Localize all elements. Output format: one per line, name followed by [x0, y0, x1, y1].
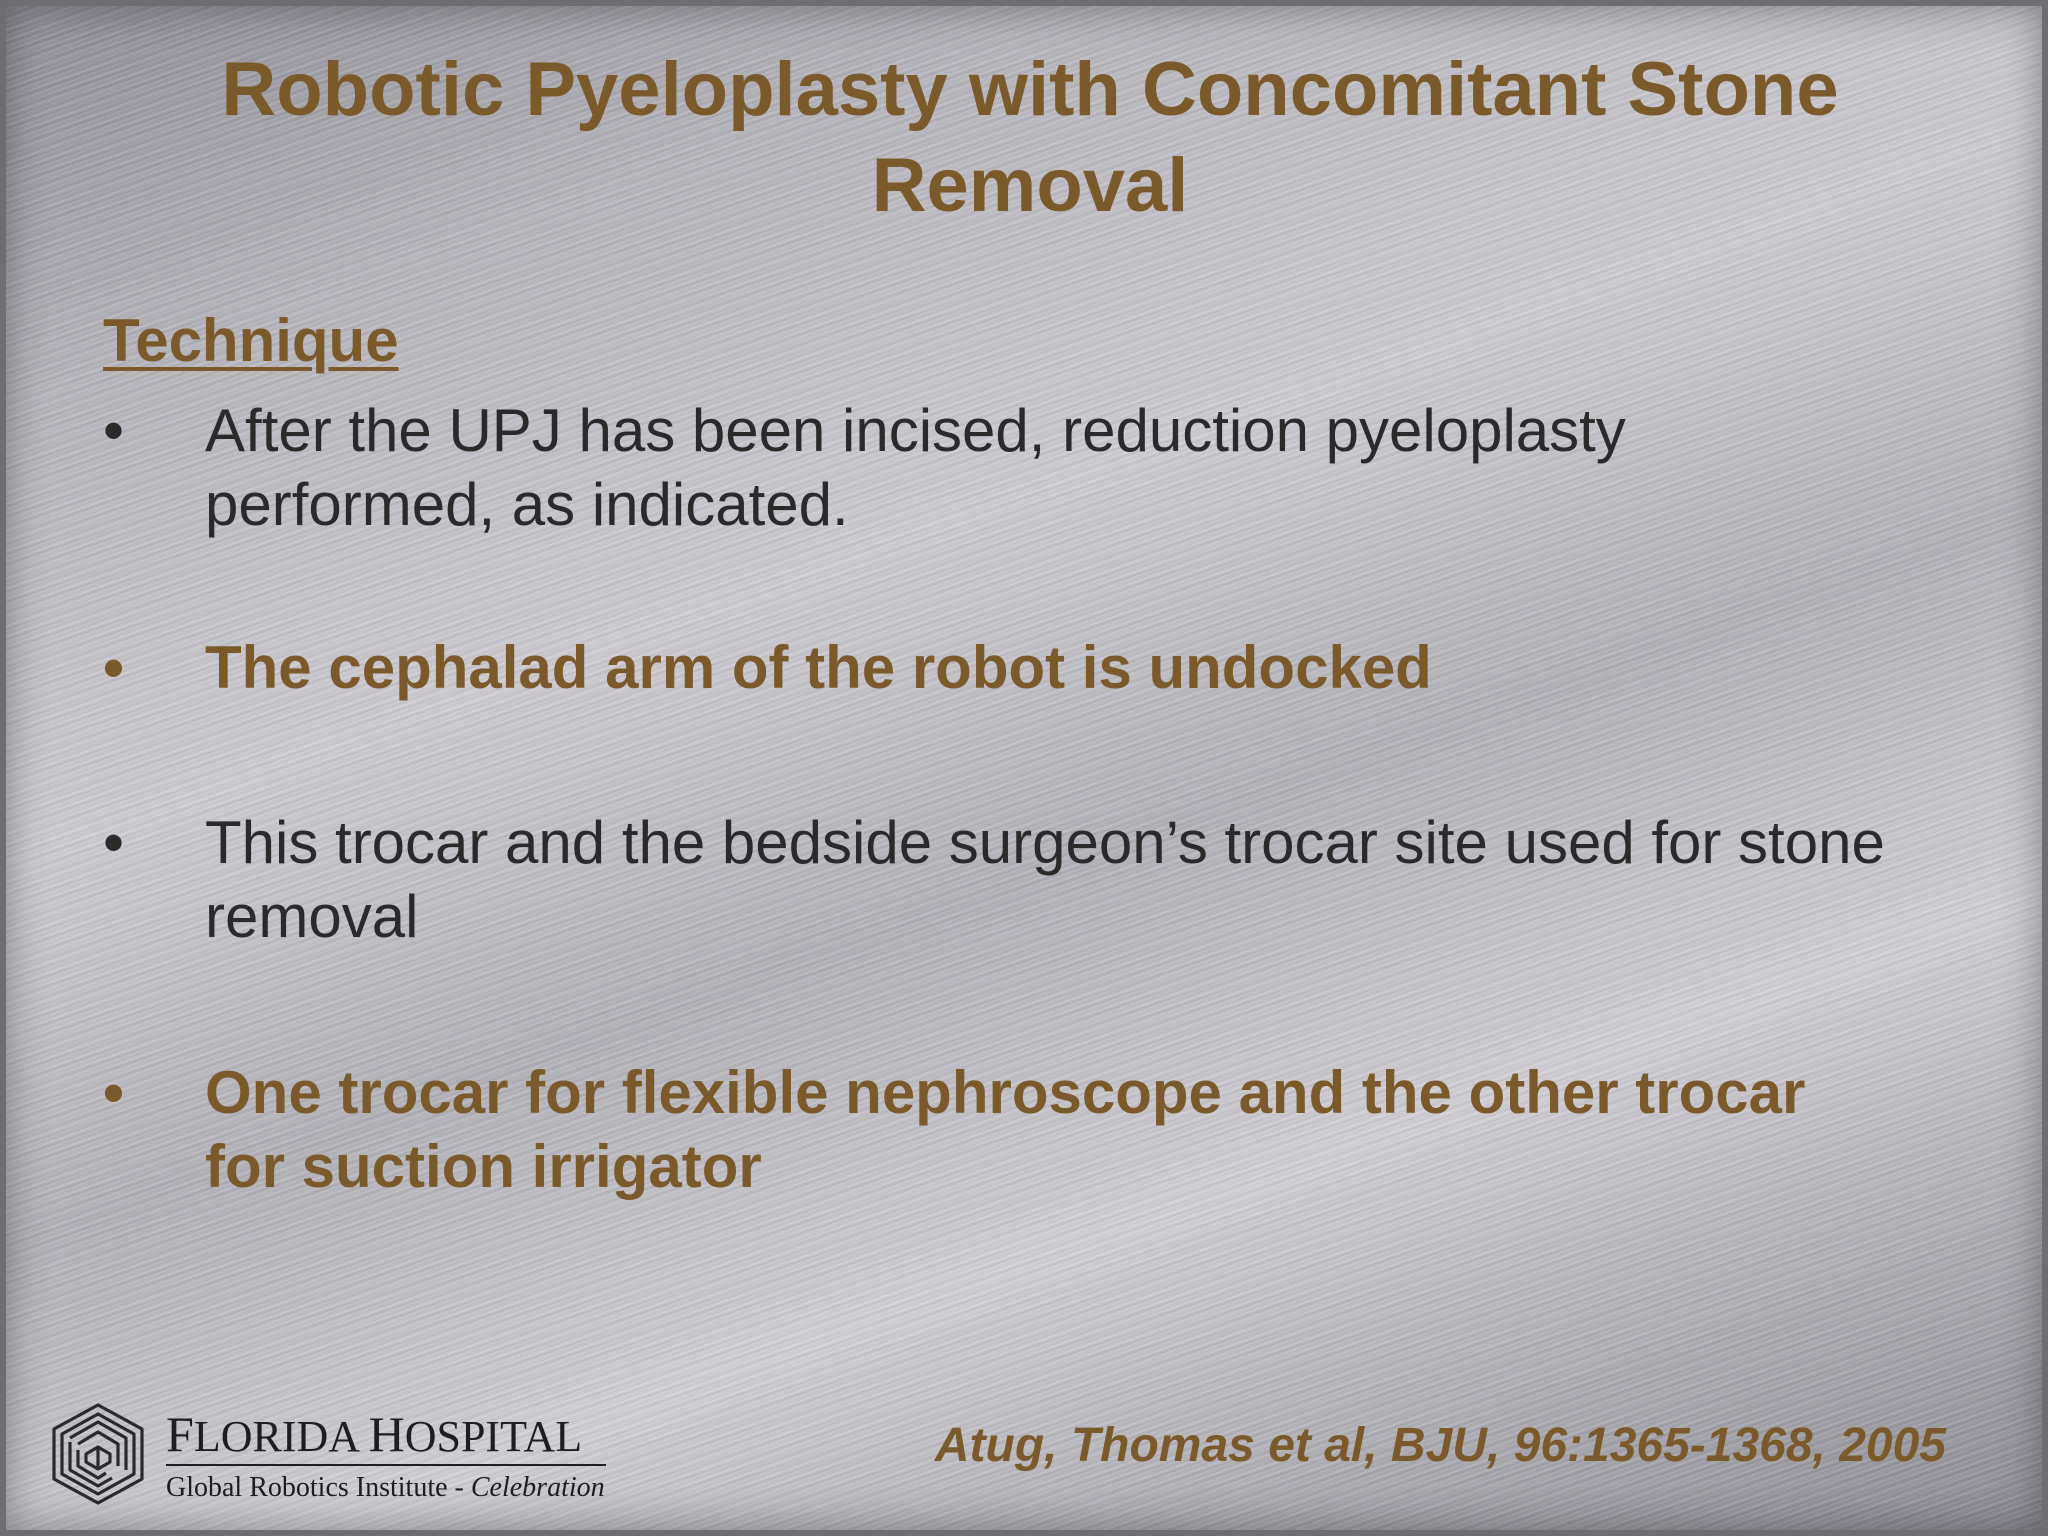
florida-hospital-logo-icon	[50, 1402, 146, 1506]
slide-title: Robotic Pyeloplasty with Concomitant Stone Removal	[221, 47, 1839, 228]
bullet-item	[103, 806, 1903, 954]
florida-hospital-logo	[50, 1396, 650, 1516]
logo-divider	[166, 1464, 606, 1466]
logo-subtitle: Global Robotics Institute - Celebration	[166, 1472, 605, 1503]
bullet-item	[103, 631, 1903, 705]
section-heading: Technique	[103, 307, 399, 374]
bullet-text: The cephalad arm of the robot is undocked	[205, 634, 1432, 701]
bullet-item	[103, 1056, 1903, 1204]
bullet-marker: •	[103, 809, 125, 876]
bullet-text: This trocar and the bedside surgeon’s trocar site used for stone removal	[205, 809, 1885, 950]
bullet-text: One trocar for flexible nephroscope and the other trocar for suction irrigator	[205, 1059, 1806, 1200]
citation: Atug, Thomas et al, BJU, 96:1365-1368, 2005	[934, 1419, 1946, 1472]
bullet-item	[103, 394, 1903, 542]
bullet-text: After the UPJ has been incised, reduction pyeloplasty performed, as indicated.	[205, 397, 1626, 538]
bullet-marker: •	[103, 1059, 125, 1126]
logo-wordmark: FLORIDA HOSPITAL	[166, 1406, 583, 1462]
bullet-marker: •	[103, 397, 125, 464]
bullet-marker: •	[103, 634, 125, 701]
